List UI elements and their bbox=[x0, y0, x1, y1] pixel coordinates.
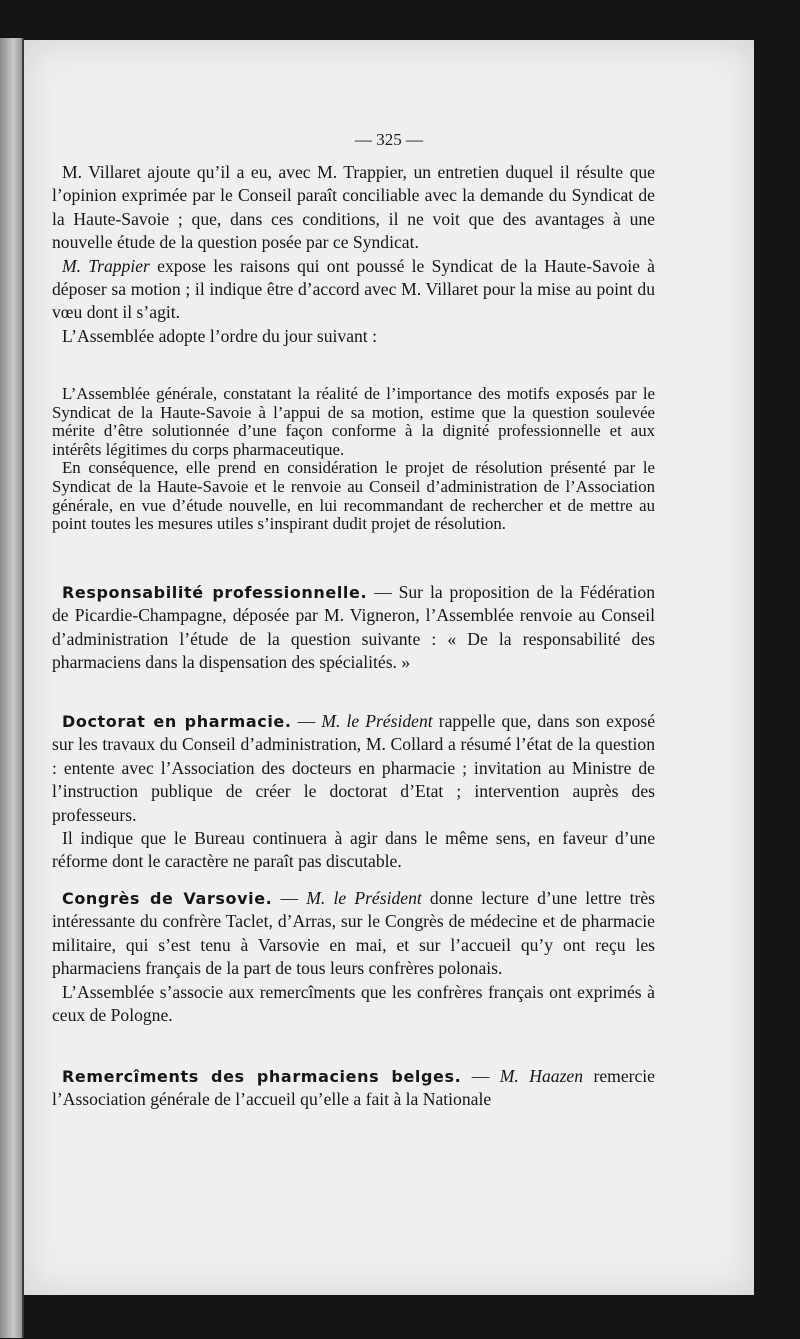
section-heading: Remercîments des pharmaciens belges. bbox=[62, 1067, 462, 1086]
section-paragraph bbox=[52, 887, 655, 981]
section-paragraph bbox=[52, 710, 655, 827]
resolution-paragraph-2: En conséquence, elle prend en considération le projet de résolution présenté par le Syndicat de la Haute-Savoie et le renvoie au Conseil d’administration de l’Association générale, en vue d’étude nouvelle, en lui recommandant de rechercher et de mettre au point toutes les mesures utiles s’inspirant dudit projet de résolution. bbox=[52, 458, 655, 534]
section-text: rappelle que, dans son exposé sur les travaux du Conseil d’administration, M. Collard a résumé l’état de la question : entente avec l’Association des docteurs en pharmacie ; invitation au Ministre de l’instruction publique de créer le doctorat d’Etat ; intervention auprès des professeurs. bbox=[52, 711, 656, 825]
page-number: — 325 — bbox=[355, 130, 423, 149]
section-text: — Sur la proposition de la Fédération de Picardie-Champagne, déposée par M. Vigneron, l’Assemblée renvoie au Conseil d’administration l’étude de la question suivante : « De la responsabilité des pharmaciens dans la dispensation des spécialités. » bbox=[52, 582, 655, 673]
section-heading: Doctorat en pharmacie. bbox=[62, 712, 292, 731]
section-remerciments bbox=[52, 1065, 655, 1112]
paragraph-villaret: M. Villaret ajoute qu’il a eu, avec M. Trappier, un entretien duquel il résulte que l’opinion exprimée par le Conseil paraît conciliable avec la demande du Syndicat de la Haute-Savoie ; que, dans ces conditions, il ne voit que des avantages à une nouvelle étude de la question posée par ce Syndicat. bbox=[52, 162, 655, 253]
document-page bbox=[24, 40, 754, 1295]
speaker-name: M. Haazen bbox=[499, 1066, 584, 1086]
section-dash: — bbox=[291, 711, 322, 731]
section-heading: Responsabilité professionnelle. bbox=[62, 583, 368, 602]
resolution-paragraph-1: L’Assemblée générale, constatant la réalité de l’importance des motifs exposés par le Syndicat de la Haute-Savoie à l’appui de sa motion, estime que la question soulevée mérite d’être solutionnée d’une façon conforme à la dignité professionnelle et aux intérêts légitimes du corps pharmaceutique. bbox=[52, 384, 655, 459]
section-doctorat bbox=[52, 710, 655, 874]
adjacent-page-edge bbox=[0, 38, 24, 1338]
speaker-name: M. le Président bbox=[306, 888, 422, 908]
intro-block bbox=[52, 161, 655, 348]
section-followup: L’Assemblée s’associe aux remercîments que les confrères français ont exprimés à ceux de Pologne. bbox=[52, 981, 655, 1026]
section-paragraph bbox=[52, 581, 655, 675]
section-text: donne lecture d’une lettre très intéressante du confrère Taclet, d’Arras, sur le Congrès de médecine et de pharmacie militaire, qui s’est tenu à Varsovie en mai, et sur l’accueil qu’y ont reçu les pharmaciens français de la part de tous leurs confrères polonais. bbox=[52, 888, 656, 979]
section-followup: Il indique que le Bureau continuera à agir dans le même sens, en faveur d’une réforme dont le caractère ne paraît pas discutable. bbox=[52, 828, 655, 872]
speaker-name: M. Trappier bbox=[62, 255, 150, 276]
speaker-name: M. le Président bbox=[321, 711, 433, 731]
resolution-block bbox=[52, 385, 655, 534]
section-heading: Congrès de Varsovie. bbox=[62, 889, 273, 908]
paragraph-trappier bbox=[52, 255, 655, 325]
section-paragraph bbox=[52, 1065, 655, 1112]
paragraph-text: expose les raisons qui ont poussé le Syndicat de la Haute-Savoie à déposer sa motion ; il indique être d’accord avec M. Villaret pour la mise au point du vœu dont il s’agit. bbox=[52, 255, 655, 323]
section-dash: — bbox=[272, 888, 307, 908]
section-varsovie bbox=[52, 887, 655, 1027]
section-text: remercie l’Association générale de l’accueil qu’elle a fait à la Nationale bbox=[52, 1066, 655, 1110]
paragraph-ordre-du-jour: L’Assemblée adopte l’ordre du jour suivant : bbox=[62, 325, 377, 346]
section-responsabilite bbox=[52, 581, 655, 675]
section-dash: — bbox=[461, 1066, 500, 1086]
